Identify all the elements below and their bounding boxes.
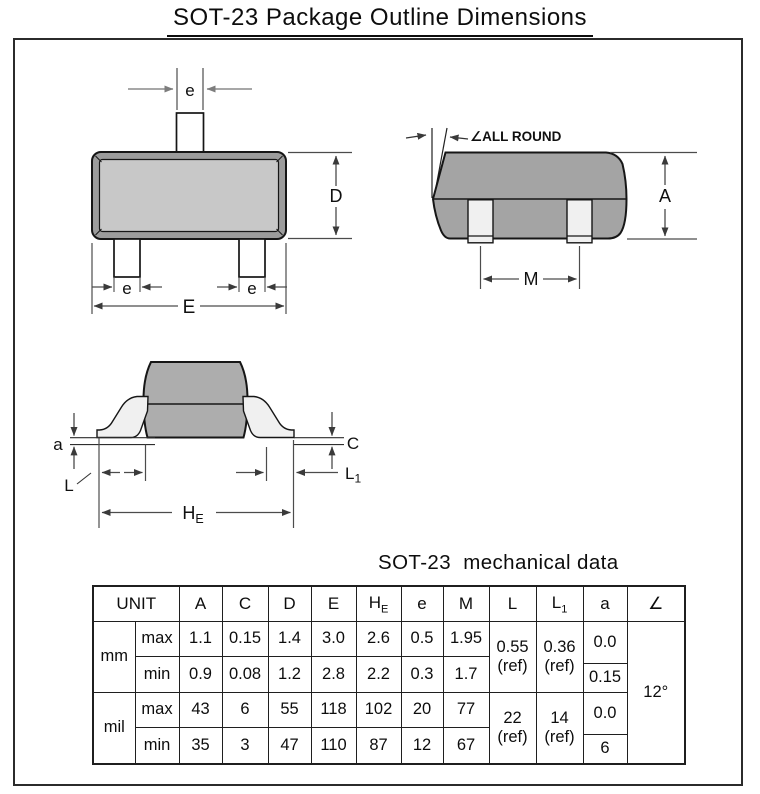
cell: 110 bbox=[311, 728, 356, 764]
angle-value: 12° bbox=[627, 621, 685, 764]
dim-label-L: L bbox=[64, 476, 74, 495]
mm-L-ref: 0.55 (ref) bbox=[489, 621, 536, 692]
table-row bbox=[93, 621, 685, 657]
mm-min-label: min bbox=[135, 657, 179, 693]
col-D: D bbox=[268, 586, 311, 621]
col-L: L bbox=[489, 586, 536, 621]
side-view-drawing bbox=[53, 362, 361, 528]
cell: 2.2 bbox=[356, 657, 401, 693]
cell: 43 bbox=[179, 692, 222, 728]
mil-a-cell: 0.0 6 bbox=[583, 692, 627, 764]
mil-L1-ref: 14 (ref) bbox=[536, 692, 583, 764]
cell: 0.5 bbox=[401, 621, 443, 657]
col-A: A bbox=[179, 586, 222, 621]
col-L1: $L_1$ bbox=[536, 586, 583, 621]
dim-label-a: a bbox=[53, 435, 63, 454]
package-body-inner bbox=[100, 160, 279, 232]
col-E: E bbox=[311, 586, 356, 621]
cell: 3 bbox=[222, 728, 268, 764]
mil-L-ref: 22 (ref) bbox=[489, 692, 536, 764]
top-pin bbox=[177, 113, 204, 153]
cell: 35 bbox=[179, 728, 222, 764]
cell: 55 bbox=[268, 692, 311, 728]
page-title-text: SOT-23 Package Outline Dimensions bbox=[167, 4, 593, 37]
cell: 6 bbox=[222, 692, 268, 728]
cell: 1.95 bbox=[443, 621, 489, 657]
cell: 0.9 bbox=[179, 657, 222, 693]
dim-label-C: C bbox=[346, 434, 360, 453]
table-title: SOT-23 mechanical data bbox=[378, 551, 619, 574]
dim-label-e-left: e bbox=[122, 279, 132, 298]
dim-label-e-top: e bbox=[185, 81, 195, 100]
mm-max-label: max bbox=[135, 621, 179, 657]
col-angle: ∠ bbox=[627, 586, 685, 621]
cell: 1.7 bbox=[443, 657, 489, 693]
dim-label-A: A bbox=[658, 186, 672, 206]
package-body-perspective bbox=[433, 153, 627, 239]
cell: 20 bbox=[401, 692, 443, 728]
col-M: M bbox=[443, 586, 489, 621]
cell: 77 bbox=[443, 692, 489, 728]
top-view-drawing bbox=[92, 68, 352, 318]
cell: 67 bbox=[443, 728, 489, 764]
col-e: e bbox=[401, 586, 443, 621]
cell: 3.0 bbox=[311, 621, 356, 657]
mm-a-cell: 0.0 0.15 bbox=[583, 621, 627, 692]
mil-max-label: max bbox=[135, 692, 179, 728]
dim-label-M: M bbox=[523, 269, 539, 289]
package-body-side bbox=[144, 362, 248, 438]
cell: 102 bbox=[356, 692, 401, 728]
cell: 0.3 bbox=[401, 657, 443, 693]
gullwing-lead-left bbox=[97, 397, 148, 438]
cell: 2.8 bbox=[311, 657, 356, 693]
bottom-pin-left bbox=[114, 239, 140, 277]
cell: 1.2 bbox=[268, 657, 311, 693]
col-HE: $H_E$ bbox=[356, 586, 401, 621]
dim-label-HE: $H_E$ bbox=[182, 503, 204, 526]
cell: 47 bbox=[268, 728, 311, 764]
dim-label-L1: $L_1$ bbox=[345, 464, 362, 486]
mm-L1-ref: 0.36 (ref) bbox=[536, 621, 583, 692]
unit-mil: mil bbox=[93, 692, 135, 764]
cell: 12 bbox=[401, 728, 443, 764]
bottom-pin-right bbox=[239, 239, 265, 277]
cell: 1.1 bbox=[179, 621, 222, 657]
cell: 0.15 bbox=[222, 621, 268, 657]
dim-label-E: E bbox=[182, 297, 196, 318]
all-round-label: ∠ALL ROUND bbox=[470, 129, 562, 144]
mil-min-label: min bbox=[135, 728, 179, 764]
cell: 1.4 bbox=[268, 621, 311, 657]
dim-label-e-right: e bbox=[247, 279, 257, 298]
dim-label-D: D bbox=[329, 186, 343, 206]
table-header-row bbox=[93, 586, 685, 621]
perspective-view-drawing bbox=[406, 128, 697, 289]
cell: 118 bbox=[311, 692, 356, 728]
gullwing-lead-right bbox=[243, 397, 294, 438]
mechanical-data-table bbox=[92, 585, 686, 765]
cell: 2.6 bbox=[356, 621, 401, 657]
col-unit: UNIT bbox=[93, 586, 179, 621]
unit-mm: mm bbox=[93, 621, 135, 692]
table-row bbox=[93, 692, 685, 728]
cell: 87 bbox=[356, 728, 401, 764]
cell: 0.08 bbox=[222, 657, 268, 693]
col-a-small: a bbox=[583, 586, 627, 621]
col-C: C bbox=[222, 586, 268, 621]
